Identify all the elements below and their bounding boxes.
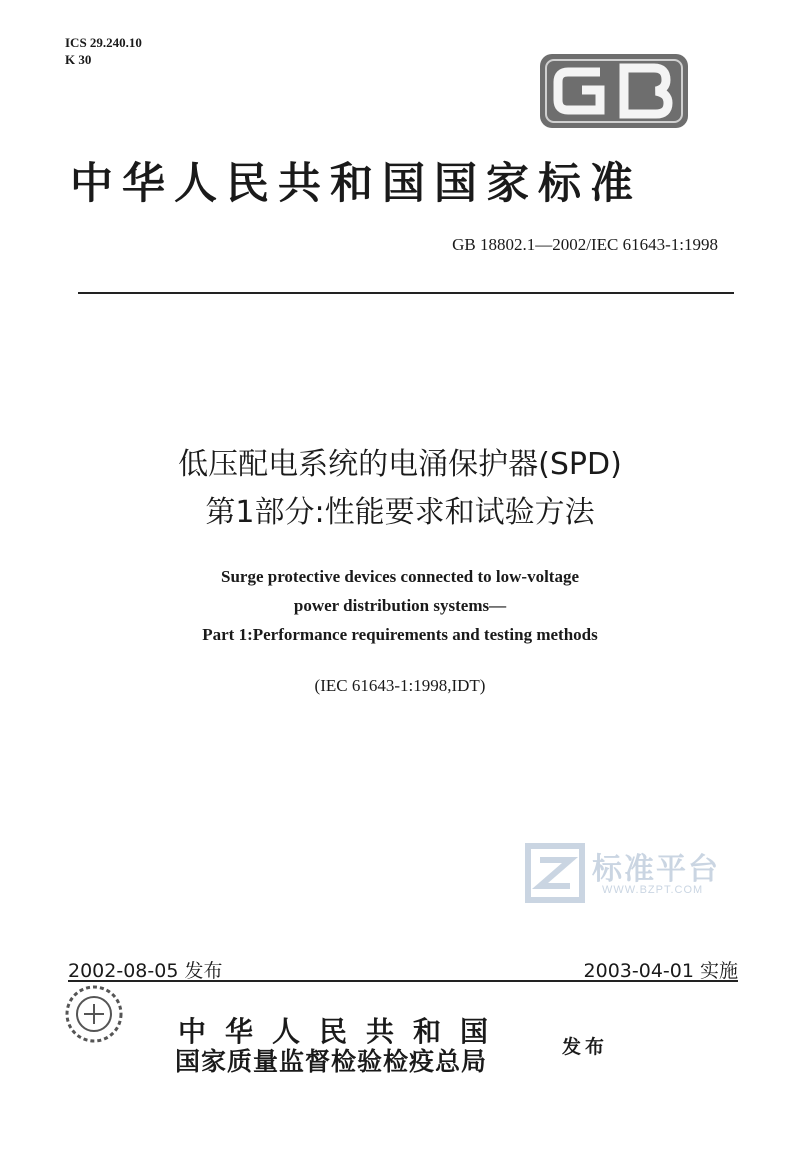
gb-logo	[538, 52, 690, 130]
chinese-title-line-1: 低压配电系统的电涌保护器(SPD)	[178, 447, 622, 482]
seal-stamp-icon	[63, 983, 125, 1045]
watermark-url: WWW.BZPT.COM	[602, 884, 704, 896]
ics-code: ICS 29.240.10	[65, 35, 142, 50]
publish-label: 发布	[562, 1036, 609, 1058]
iec-reference: (IEC 61643-1:1998,IDT)	[314, 676, 486, 695]
classification-codes	[65, 34, 142, 68]
implementation-date: 2003-04-01 实施	[583, 960, 738, 982]
header-divider	[78, 292, 734, 294]
english-title-line-2: power distribution systems—	[293, 596, 507, 615]
standard-number: GB 18802.1—2002/IEC 61643-1:1998	[452, 235, 718, 254]
watermark-text: 标准平台	[592, 852, 720, 887]
footer-divider	[68, 980, 738, 982]
english-title-line-3: Part 1:Performance requirements and testing methods	[202, 625, 598, 644]
national-standard-title: 中华人民共和国国家标准	[70, 159, 642, 209]
watermark-logo-icon	[524, 842, 586, 904]
issuer-line-2: 国家质量监督检验检疫总局	[175, 1047, 488, 1076]
watermark	[520, 840, 730, 908]
issue-date: 2002-08-05 发布	[68, 960, 223, 982]
category-code: K 30	[65, 52, 92, 67]
chinese-title-line-2: 第1部分:性能要求和试验方法	[205, 495, 595, 530]
issuer-line-1: 中华人民共和国	[178, 1015, 508, 1048]
english-title-line-1: Surge protective devices connected to low-voltage	[220, 567, 579, 586]
